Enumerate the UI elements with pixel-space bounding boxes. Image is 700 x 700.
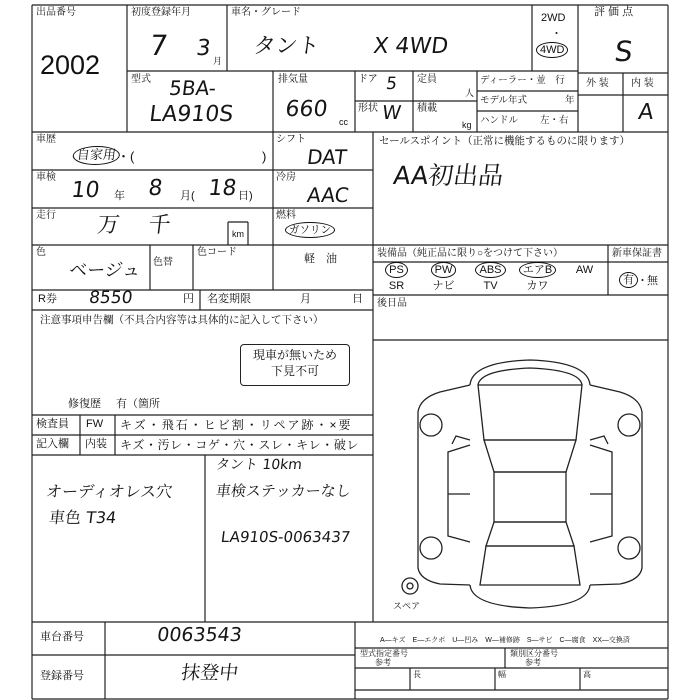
fuel-label: 燃料 [276,210,296,221]
handle-label: ハンドル [480,115,519,126]
sales-point-value: AA初出品 [391,161,506,190]
rear-right-wheel [618,537,640,559]
interior-defect-codes: キズ・汚レ・コゲ・穴・スレ・キレ・破レ [120,438,360,452]
stamp-line-1: 現車が無いため [252,348,337,362]
dealer-label: ディーラー・並 行 [480,75,565,86]
equipment-cell [561,265,608,276]
model-year-label: モデル年式 [480,95,528,106]
note-line: LA910S-0063437 [219,528,352,546]
right-side-windows [590,445,612,542]
model-code-prefix: 5BA- [167,76,218,100]
equipment-cell [420,281,467,292]
note-line: オーディオレス穴 [44,482,174,501]
capacity-unit: 人 [465,88,475,98]
equipment-sr: SR [388,280,405,292]
classification-label: 類別区分番号 [510,649,558,658]
damage-legend: A―キズ E―エクボ U―凹み W―補修跡 S―サビ C―腐食 XX―交換済 [380,637,630,644]
handle-options: 左・右 [540,115,569,126]
ac-label: 冷房 [276,172,296,183]
history-label: 車歴 [36,134,56,145]
inspection-year: 10 [69,178,101,203]
entry-label: 記入欄 [36,438,69,450]
lot-number-label: 出品番号 [36,7,76,18]
warranty-label: 新車保証書 [612,248,662,259]
name-change-month: 月 [300,293,311,305]
equipment-pw: PW [431,262,457,278]
model-code: LA910S [147,102,235,127]
interior-code: 内装 [85,438,107,450]
inspection-day: 18 [206,176,238,201]
recycle-ticket-label: R券 [38,293,57,305]
rear-deck-outline [480,546,580,585]
warranty-separator: ・ [637,275,648,287]
length-label: 長 [413,670,421,679]
damage-diagram [402,360,642,608]
equipment-cell [467,281,514,292]
front-bumper-inner-line [478,368,582,385]
drive-2wd-text: 2WD [541,12,566,24]
registration-number-label: 登録番号 [40,670,84,682]
mileage-man: 万 [95,213,121,238]
chassis-number-label: 車台番号 [40,631,84,643]
equipment-navi: ナビ [432,280,455,292]
name-change-day: 日 [352,293,363,305]
overall-score: S [612,35,635,68]
shift-label: シフト [276,134,306,145]
score-label: 評 価 点 [594,6,634,18]
equipment-label: 装備品（純正品に限り○をつけて下さい） [377,248,564,259]
front-right-wheel [618,414,640,436]
spare-tire-label: スペア [393,601,421,611]
recycle-ticket-amount: 8550 [87,288,134,308]
model-code-label: 型式 [131,74,151,85]
displacement-value: 660 [283,97,329,122]
equipment-ps: PS [385,262,408,278]
equipment-tv: TV [483,280,498,292]
equipment-airbag: エアB [519,262,556,278]
first-registration-month: 3 [194,36,212,61]
repair-history-label: 修復歴 [68,398,101,410]
color-value: ベージュ [67,260,142,281]
capacity-label: 定員 [417,74,437,85]
inspector-label: 検査員 [36,418,69,430]
shift-value: DAT [305,145,349,169]
drive-4wd-option [536,45,568,56]
hood-outline [478,385,582,440]
inspection-month: 8 [146,176,164,201]
exterior-code: FW [86,418,104,430]
drive-separator: ・ [551,28,562,40]
width-label: 幅 [498,670,506,679]
name-change-deadline-label: 名変期限 [207,293,251,305]
repair-history-value: 有（箇所 [116,398,160,410]
note-line: タント 10km [214,457,303,473]
inspection-year-unit: 年 [114,190,125,202]
stamp-line-2: 下見不可 [270,364,319,378]
front-left-wheel [420,414,442,436]
inspection-day-unit: 日) [238,190,253,202]
spare-tire-hub [407,583,413,589]
first-registration-month-unit: 月 [213,56,223,66]
type-designation-ref: 参考 [375,658,391,667]
body-shape: W [380,102,403,124]
displacement-unit: cc [339,117,348,127]
mileage-unit: km [232,229,244,239]
rear-bumper-outline [470,585,590,608]
car-name: タント [251,34,321,59]
left-mirror [452,436,470,444]
door-count: 5 [384,74,399,94]
equipment-abs: ABS [475,262,505,278]
first-registration-year: 7 [147,29,170,62]
declaration-box-label: 注意事項申告欄（不具合内容等は具体的に記入して下さい） [40,314,324,326]
fuel-gasoline [285,225,335,236]
height-label: 高 [583,670,591,679]
left-side-windows [448,445,470,542]
warranty-yes [619,275,638,286]
registration-number: 抹登中 [179,662,240,684]
equipment-cell [467,265,514,276]
drive-4wd-text: 4WD [536,42,568,58]
equipment-leather: カワ [526,280,549,292]
exterior-defect-codes: キズ・飛石・ヒビ割・リペア跡・×要 [120,418,353,432]
lot-number: 2002 [40,50,101,80]
equipment-cell [373,265,420,276]
first-registration-label: 初度登録年月 [131,7,191,18]
inspection-stamp [240,344,350,386]
door-label: ドア [358,74,378,85]
color-label: 色 [36,247,46,258]
fuel-gasoline-text: ガソリン [285,222,335,238]
load-unit: kg [462,120,472,130]
equipment-cell [373,281,420,292]
ac-value: AAC [305,183,351,207]
equipment-cell [514,281,561,292]
drive-2wd-option [541,13,565,24]
note-line: 車色 T34 [47,508,118,527]
fuel-diesel: 軽 油 [304,253,337,265]
exterior-score-label: 外 装 [586,78,609,89]
mileage-label: 走行 [36,210,56,221]
roof-outline [494,472,566,522]
body-shape-label: 形状 [358,103,378,114]
sales-point-label: セールスポイント（正常に機能するものに限ります） [379,135,631,147]
car-name-label: 車名・グレード [231,7,301,18]
rear-window-outline [486,522,574,546]
spare-tire-icon [402,578,418,594]
note-line: 車検ステッカーなし [214,482,352,500]
right-mirror [590,436,608,444]
chassis-number: 0063543 [155,624,244,646]
later-items-label: 後日品 [377,298,407,309]
car-grade: X 4WD [371,34,450,59]
history-value-text: 自家用 [72,146,121,165]
color-code-label: 色コード [197,247,237,258]
rear-left-wheel [420,537,442,559]
windshield-outline [484,440,576,472]
front-bumper-outline [470,360,590,385]
warranty-no: 無 [647,275,658,287]
model-year-unit: 年 [565,95,575,106]
displacement-label: 排気量 [278,74,308,85]
warranty-yes-text: 有 [619,272,638,288]
equipment-aw: AW [575,264,594,276]
inspection-expiry-label: 車検 [36,172,56,183]
recycle-ticket-unit: 円 [183,293,194,305]
interior-score: A [636,100,656,125]
load-label: 積載 [417,103,437,114]
type-designation-label: 型式指定番号 [360,649,408,658]
equipment-cell [420,265,467,276]
history-close: ) [262,149,267,164]
equipment-cell [514,265,561,276]
color-change-label: 色替 [153,257,173,268]
classification-ref: 参考 [525,658,541,667]
interior-score-label: 内 装 [631,78,654,89]
history-open: ・( [117,149,135,164]
inspection-month-unit: 月( [180,190,195,202]
history-value [72,149,121,162]
mileage-sen: 千 [146,213,172,238]
